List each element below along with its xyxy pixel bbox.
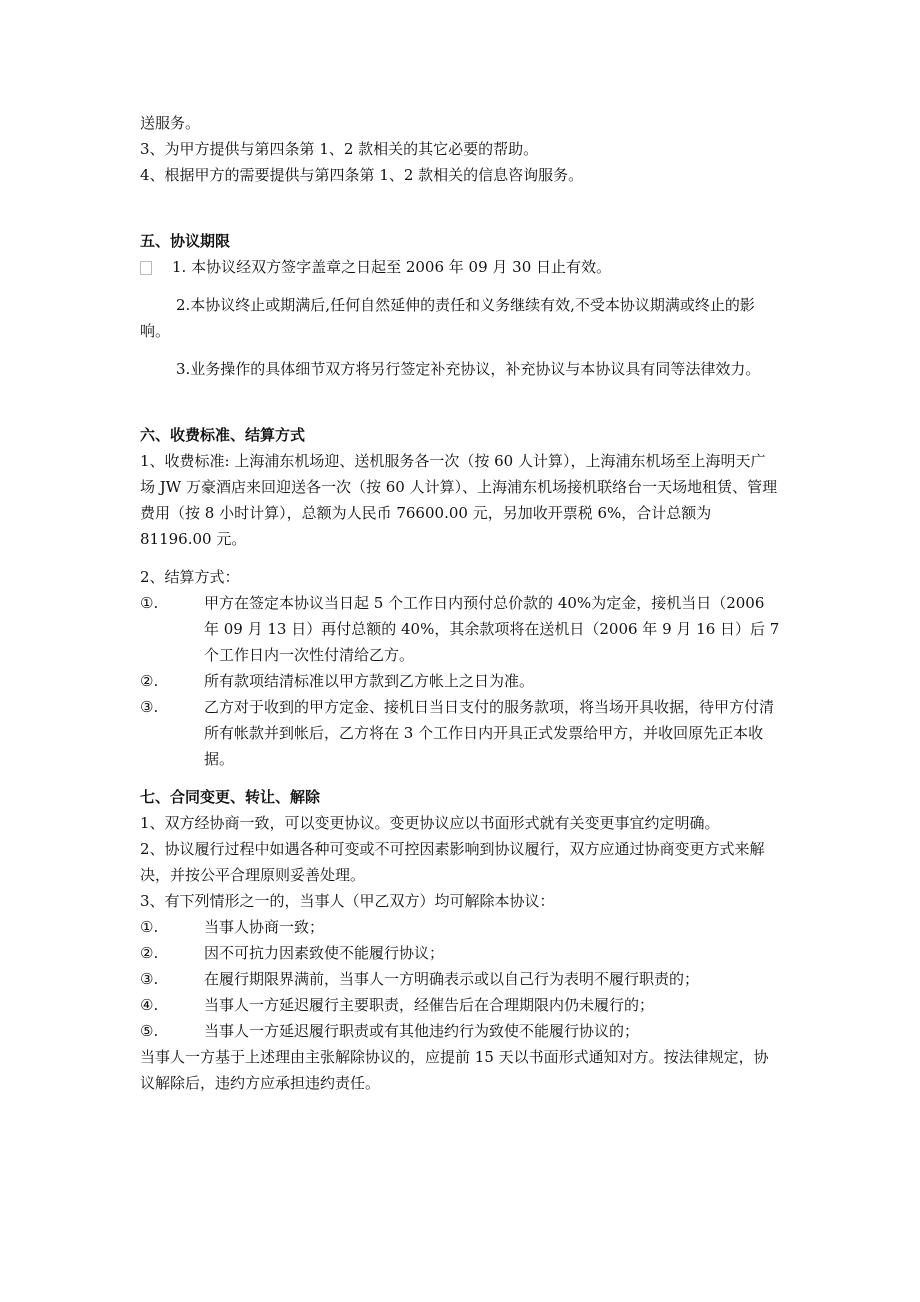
document-page <box>140 110 780 1096</box>
list-number: ①. <box>140 594 159 612</box>
sec6-p2: 2、结算方式： <box>140 568 240 586</box>
list-item <box>140 966 780 992</box>
list-text: 所有款项结清标准以甲方款到乙方帐上之日为准。 <box>204 672 535 690</box>
section-title-5: 五、协议期限 <box>140 232 231 250</box>
list-text: 在履行期限界满前，当事人一方明确表示或以自己行为表明不履行职责的； <box>204 970 700 988</box>
sec5-p2: 2.本协议终止或期满后,任何自然延伸的责任和义务继续有效,不受本协议期满或终止的影响。 <box>140 296 755 340</box>
paragraph-line: 3、为甲方提供与第四条第 1、2 款相关的其它必要的帮助。 <box>140 140 539 158</box>
list-text: 当事人协商一致； <box>204 918 325 936</box>
section-title-7: 七、合同变更、转让、解除 <box>140 788 321 806</box>
list-text: 当事人一方延迟履行主要职责，经催告后在合理期限内仍未履行的； <box>204 996 655 1014</box>
list-item <box>140 992 780 1018</box>
sec5-p1-text: 1. 本协议经双方签字盖章之日起至 2006 年 09 月 30 日止有效。 <box>172 258 612 276</box>
sec6-p1: 1、收费标准: 上海浦东机场迎、送机服务各一次（按 60 人计算），上海浦东机场至上海明天广场 JW 万豪酒店来回迎送各一次（按 60 人计算）、上海浦东机场接机联络台一天场地租赁、管理费用（按 8 小时计算），总额为人民币 76600.00 元，另加收开票税 6%，合计总额为 81196.00 元。 <box>140 452 778 548</box>
section-title-6: 六、收费标准、结算方式 <box>140 426 306 444</box>
list-item <box>140 694 780 772</box>
list-number: ③. <box>140 698 159 716</box>
sec7-p3: 3、有下列情形之一的，当事人（甲乙双方）均可解除本协议： <box>140 892 555 910</box>
paragraph-line: 4、根据甲方的需要提供与第四条第 1、2 款相关的信息咨询服务。 <box>140 166 584 184</box>
list-item <box>140 914 780 940</box>
sec7-p4: 当事人一方基于上述理由主张解除协议的，应提前 15 天以书面形式通知对方。按法律规定，协议解除后，违约方应承担违约责任。 <box>140 1048 769 1092</box>
list-item <box>140 1018 780 1044</box>
sec5-p1 <box>140 254 780 280</box>
list-number: ⑤. <box>140 1022 159 1040</box>
list-text: 甲方在签定本协议当日起 5 个工作日内预付总价款的 40%为定金，接机当日（2006 年 09 月 13 日）再付总额的 40%，其余款项将在送机日（2006 年 9 月 16 日）后 7 个工作日内一次性付清给乙方。 <box>204 594 780 664</box>
list-text: 因不可抗力因素致使不能履行协议； <box>204 944 445 962</box>
list-number: ①. <box>140 918 159 936</box>
checkbox-glyph-icon <box>140 261 152 275</box>
sec7-p1: 1、双方经协商一致，可以变更协议。变更协议应以书面形式就有关变更事宜约定明确。 <box>140 814 720 832</box>
list-item <box>140 940 780 966</box>
list-item <box>140 668 780 694</box>
list-number: ④. <box>140 996 159 1014</box>
sec5-p3: 3.业务操作的具体细节双方将另行签定补充协议，补充协议与本协议具有同等法律效力。 <box>176 360 761 378</box>
list-number: ②. <box>140 672 159 690</box>
paragraph-line: 送服务。 <box>140 114 201 132</box>
list-text: 当事人一方延迟履行职责或有其他违约行为致使不能履行协议的； <box>204 1022 640 1040</box>
sec7-p2: 2、协议履行过程中如遇各种可变或不可控因素影响到协议履行，双方应通过协商变更方式来解决，并按公平合理原则妥善处理。 <box>140 840 765 884</box>
list-number: ②. <box>140 944 159 962</box>
list-text: 乙方对于收到的甲方定金、接机日当日支付的服务款项，将当场开具收据，待甲方付清所有帐款并到帐后，乙方将在 3 个工作日内开具正式发票给甲方，并收回原先正本收据。 <box>204 698 775 768</box>
list-item <box>140 590 780 668</box>
list-number: ③. <box>140 970 159 988</box>
